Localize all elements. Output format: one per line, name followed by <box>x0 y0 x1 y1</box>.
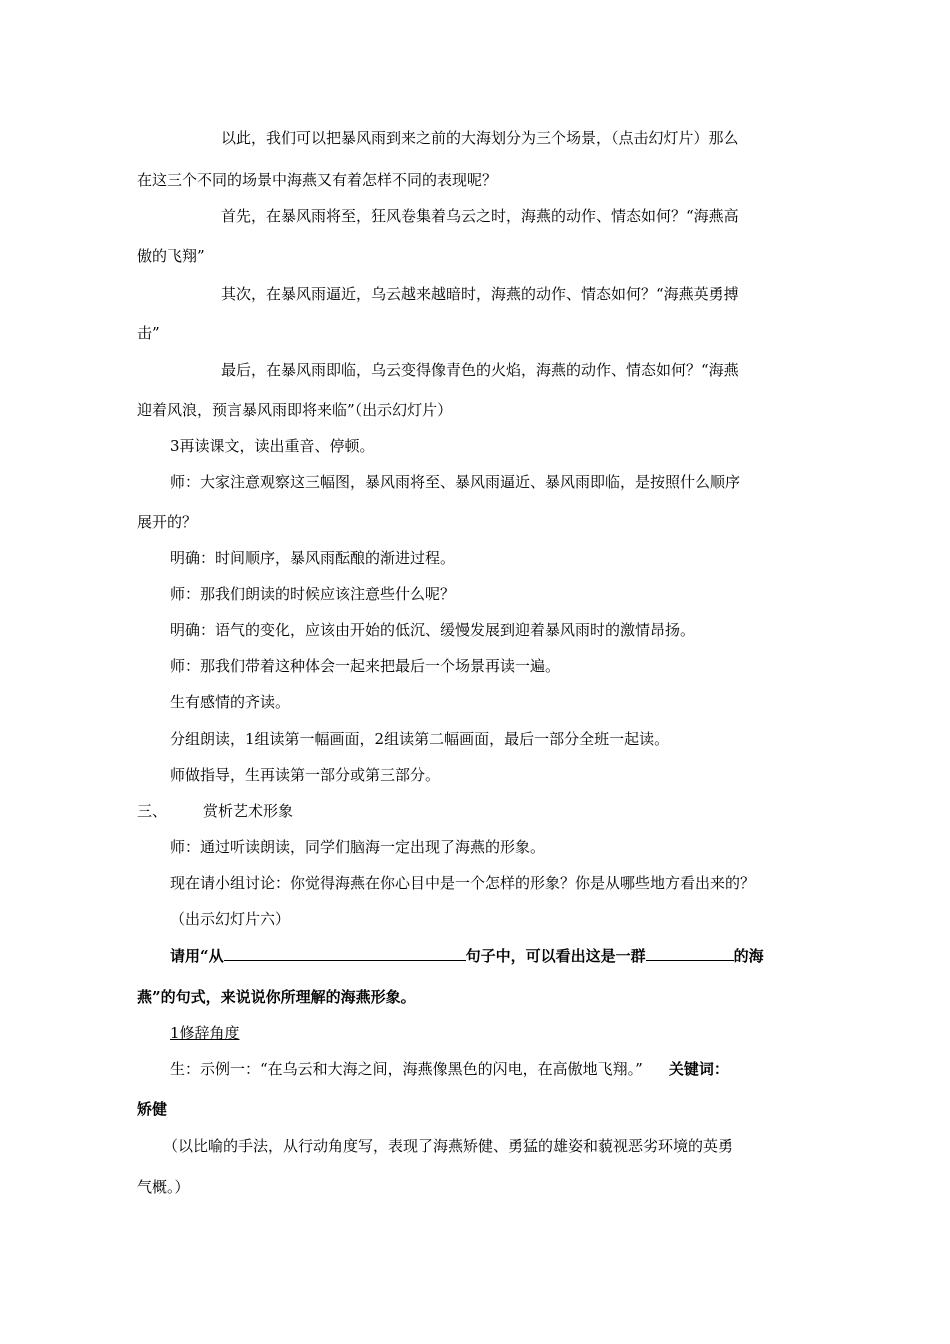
paragraph-line: 最后，在暴风雨即临，乌云变得像青色的火焰，海燕的动作、情态如何？“海燕 <box>221 361 739 379</box>
paragraph-line: 生有感情的齐读。 <box>170 693 291 711</box>
paragraph-line: 师：大家注意观察这三幅图，暴风雨将至、暴风雨逼近、暴风雨即临，是按照什么顺序 <box>170 473 741 491</box>
blank-underline <box>224 946 466 961</box>
keyword-value: 矫健 <box>137 1100 168 1118</box>
paragraph-line: 师：通过听读朗读，同学们脑海一定出现了海燕的形象。 <box>170 838 546 856</box>
keyword-label: 关键词： <box>668 1060 729 1078</box>
paragraph-line: 首先，在暴风雨将至，狂风卷集着乌云之时，海燕的动作、情态如何？“海燕高 <box>221 207 739 225</box>
paragraph-line: 现在请小组讨论：你觉得海燕在你心目中是一个怎样的形象？你是从哪些地方看出来的？ <box>170 874 756 892</box>
section-heading <box>137 801 817 821</box>
paragraph-line: 师：那我们带着这种体会一起来把最后一个场景再读一遍。 <box>170 657 561 675</box>
example-text: 生：示例一：“在乌云和大海之间，海燕像黑色的闪电，在高傲地飞翔。” <box>170 1060 643 1078</box>
example-line <box>170 1059 850 1079</box>
paragraph-line: 以此，我们可以把暴风雨到来之前的大海划分为三个场景，（点击幻灯片）那么 <box>221 129 739 147</box>
paragraph-line: 明确：语气的变化，应该由开始的低沉、缓慢发展到迎着暴风雨时的激情昂扬。 <box>170 621 696 639</box>
subheading: 1修辞角度 <box>170 1024 240 1042</box>
paragraph-line: 分组朗读，1组读第一幅画面，2组读第二幅画面，最后一部分全班一起读。 <box>170 730 670 748</box>
prompt-text: 的海 <box>733 947 764 965</box>
prompt-line: 燕”的句式，来说说你所理解的海燕形象。 <box>137 988 416 1006</box>
paragraph-line: 明确：时间顺序，暴风雨酝酿的渐进过程。 <box>170 549 456 567</box>
paragraph-line: 展开的？ <box>137 513 198 531</box>
paragraph-line: 击” <box>137 324 160 342</box>
paragraph-line: （出示幻灯片六） <box>170 910 291 928</box>
paragraph-line: 气概。） <box>137 1178 190 1196</box>
paragraph-line: 3再读课文，读出重音、停顿。 <box>170 437 375 455</box>
prompt-text: 请用“从 <box>170 947 224 965</box>
paragraph-line: 师：那我们朗读的时候应该注意些什么呢？ <box>170 585 456 603</box>
blank-underline <box>646 946 734 961</box>
paragraph-line: 在这三个不同的场景中海燕又有着怎样不同的表现呢？ <box>137 171 498 189</box>
section-number: 三、 <box>137 802 168 820</box>
paragraph-line: 其次，在暴风雨逼近，乌云越来越暗时，海燕的动作、情态如何？“海燕英勇搏 <box>221 285 739 303</box>
paragraph-line: 师做指导，生再读第一部分或第三部分。 <box>170 766 441 784</box>
paragraph-line: 傲的飞翔” <box>137 247 205 265</box>
prompt-text: 句子中，可以看出这是一群 <box>465 947 646 965</box>
paragraph-line: （以比喻的手法，从行动角度写，表现了海燕矫健、勇猛的雄姿和藐视恶劣环境的英勇 <box>163 1137 734 1155</box>
section-title: 赏析艺术形象 <box>203 802 294 820</box>
paragraph-line: 迎着风浪，预言暴风雨即将来临”（出示幻灯片） <box>137 401 453 419</box>
prompt-line <box>170 946 850 966</box>
